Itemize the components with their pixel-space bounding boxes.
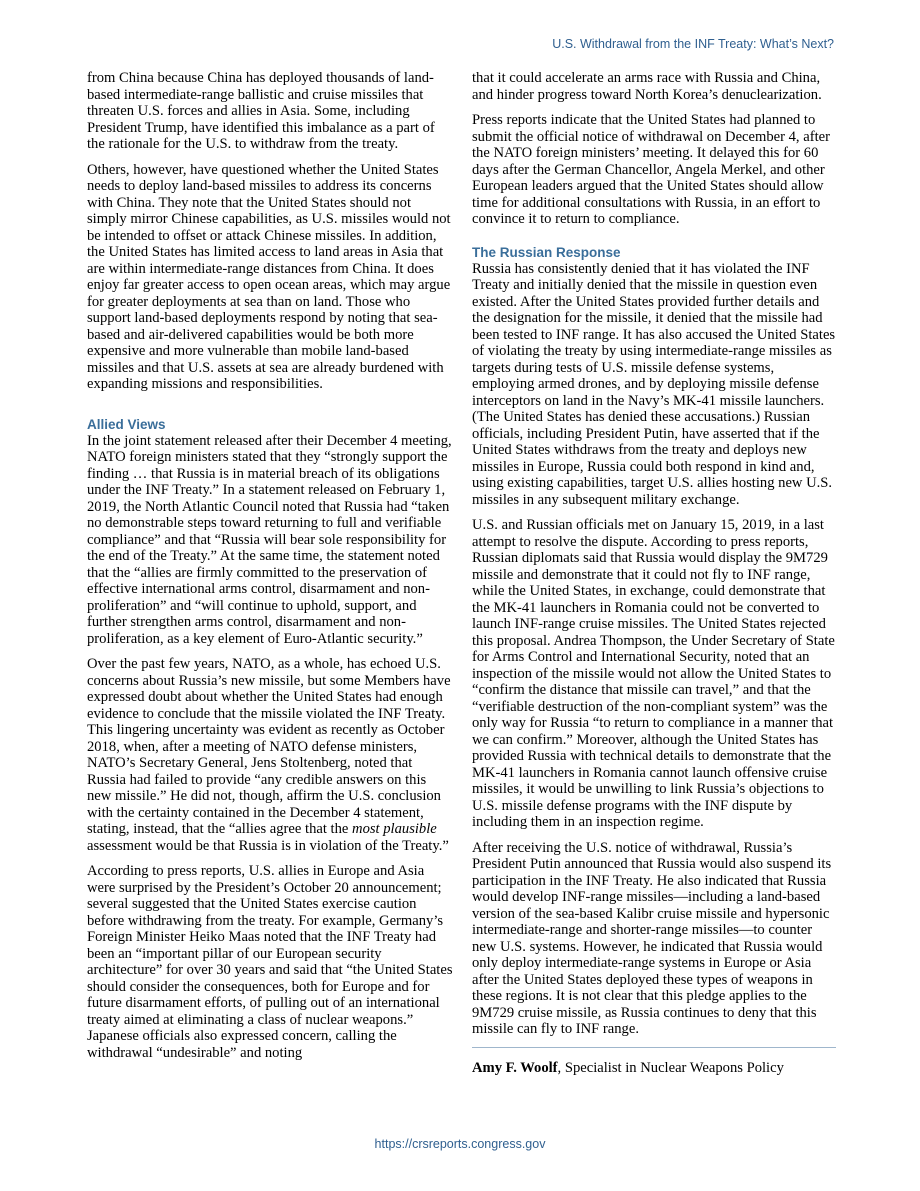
paragraph <box>87 656 453 854</box>
paragraph: Others, however, have questioned whether the United States needs to deploy land-based missiles to address its concerns with China. They note that the United States should not simply mirror Chinese capabilities, as U.S. missiles would not be intended to offset or attack Chinese missiles. In addition, the United States has limited access to land areas in Asia that are within intermediate-range distances from China. It does enjoy far greater access to open ocean areas, which may argue for greater deployments at sea than on land. Those who support land-based deployments respond by noting that sea-based and air-delivered capabilities would be both more expensive and more vulnerable than mobile land-based missiles and that U.S. assets at sea are already burdened with expanding missions and responsibilities. <box>87 161 451 392</box>
paragraph: from China because China has deployed thousands of land-based intermediate-range ballistic and cruise missiles that threaten U.S. forces and allies in Asia. Some, including President Trump, have identified this imbalance as a part of the rationale for the U.S. to withdraw from the treaty. <box>87 70 435 152</box>
author-name: Amy F. Woolf <box>472 1059 558 1076</box>
paragraph: After receiving the U.S. notice of withdrawal, Russia’s President Putin announced that Russia would also suspend its participation in the INF Treaty. He also indicated that Russia would develop INF-range missiles—including a land-based version of the sea-based Kalibr cruise missile and hypersonic intermediate-range and shorter-range missiles—to counter new U.S. systems. However, he indicated that Russia would only deploy intermediate-range systems in Europe or Asia after the United States deployed these types of weapons in these regions. It is not clear that this pledge applies to the 9M729 cruise missile, as Russia continues to deny that this missile can fly to INF range. <box>472 839 832 1037</box>
paragraph: Press reports indicate that the United States had planned to submit the official notice of withdrawal on December 4, after the NATO foreign ministers’ meeting. It delayed this for 60 days after the German Chancellor, Angela Merkel, and other European leaders argued that the United States should allow time for additional consultations with Russia, in an effort to convince it to return to compliance. <box>472 112 830 227</box>
section-heading-allied-views: Allied Views <box>87 416 166 432</box>
emphasis: most plausible <box>352 821 437 837</box>
paragraph: U.S. and Russian officials met on January 15, 2019, in a last attempt to resolve the dispute. According to press reports, Russian diplomats said that Russia would display the 9M729 missile and demonstrate that it could not fly to INF range, while the United States, in exchange, could demonstrate that the MK-41 launchers in Romania could not be converted to launch INF-range cruise missiles. The United States rejected this proposal. Andrea Thompson, the Under Secretary of State for Arms Control and International Security, noted that an inspection of the missile would not allow the United States to “confirm the distance that missile can travel,” and that the “verifiable destruction of the non-compliant system” was the only way for Russia “to return to compliance in a manner that we can confirm.” Moreover, although the United States has provided Russia with technical details to demonstrate that the MK-41 launchers in Romania cannot launch offensive cruise missiles, it would be unwilling to link Russia’s objections to U.S. missile defense programs with the INF dispute by including them in an inspection regime. <box>472 517 835 830</box>
paragraph: that it could accelerate an arms race with Russia and China, and hinder progress toward North Korea’s denuclearization. <box>472 70 822 103</box>
running-header: U.S. Withdrawal from the INF Treaty: What’s Next? <box>552 37 834 51</box>
left-column <box>87 70 453 1070</box>
paragraph: Russia has consistently denied that it has violated the INF Treaty and initially denied that the missile in question even existed. After the United States provided further details and the designation for the missile, it denied that the missile had been tested to INF range. It has also accused the United States of violating the treaty by using intermediate-range missiles as targets during tests of U.S. missile defense systems, employing armed drones, and by deploying missile defense interceptors on land in the Navy’s MK-41 missile launchers. (The United States has denied these accusations.) Russian officials, including President Putin, have asserted that if the United States withdraws from the treaty and deploys new missiles in Europe, Russia could both respond in kind and, using existing capabilities, target U.S. allies hosting new U.S. missiles in any subsequent military exchange. <box>472 260 836 508</box>
author-title: , Specialist in Nuclear Weapons Policy <box>557 1059 784 1076</box>
paragraph: According to press reports, U.S. allies in Europe and Asia were surprised by the President’s October 20 announcement; several suggested that the United States exercise caution before withdrawing from the treaty. For example, Germany’s Foreign Minister Heiko Maas noted that the INF Treaty had been an “important pillar of our European security architecture” for over 30 years and said that “the United States should consider the consequences, both for Europe and for future disarmament efforts, of pulling out of an international treaty aimed at eliminating a class of nuclear weapons.” Japanese officials also expressed concern, calling the withdrawal “undesirable” and noting <box>87 863 453 1061</box>
text-run: Over the past few years, NATO, as a whole, has echoed U.S. concerns about Russia’s new missile, but some Members have expressed doubt about whether the United States had enough evidence to conclude that the missile violated the INF Treaty. This lingering uncertainty was evident as recently as October 2018, when, after a meeting of NATO defense ministers, NATO’s Secretary General, Jens Stoltenberg, noted that Russia had failed to provide “any credible answers on this new missile.” He did not, though, affirm the U.S. conclusion with the certainty contained in the December 4 statement, stating, instead, that the “allies agree that the <box>87 656 451 837</box>
author-line <box>472 1060 836 1077</box>
footer-url[interactable]: https://crsreports.congress.gov <box>374 1137 546 1151</box>
section-heading-russian-response: The Russian Response <box>472 244 621 260</box>
text-run: assessment would be that Russia is in violation of the Treaty.” <box>87 837 449 854</box>
right-column <box>472 70 836 1076</box>
author-divider <box>472 1047 836 1048</box>
paragraph: In the joint statement released after their December 4 meeting, NATO foreign ministers stated that they “strongly support the finding … that Russia is in material breach of its obligations under the INF Treaty.” In a statement released on February 1, 2019, the North Atlantic Council noted that Russia had “taken no demonstrable steps toward returning to full and verifiable compliance” and that “Russia will bear sole responsibility for the end of the Treaty.” At the same time, the statement noted that the “allies are firmly committed to the preservation of effective international arms control, disarmament and non-proliferation” and “will continue to uphold, support, and further strengthen arms control, disarmament and non-proliferation, as a key element of Euro-Atlantic security.” <box>87 432 452 647</box>
